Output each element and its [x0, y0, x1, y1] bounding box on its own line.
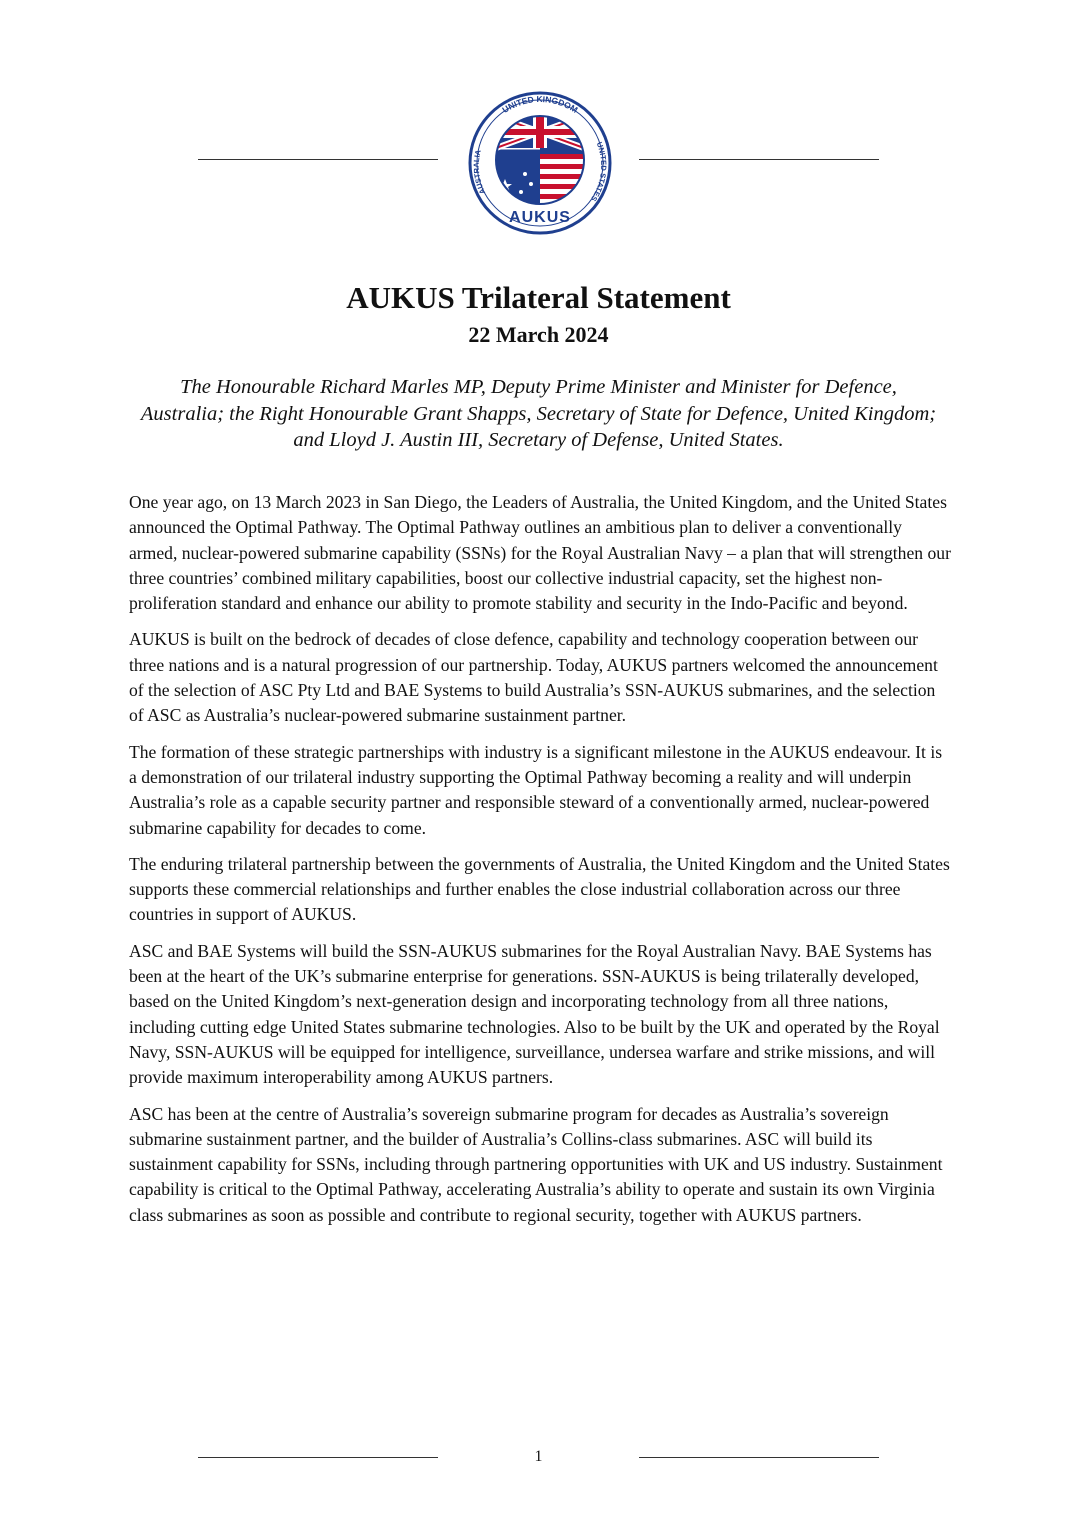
paragraph: The enduring trilateral partnership between the governments of Australia, the United Kingdom and the United States supports these commercial relationships and further enables the close industrial collaboration across our three countries in support of AUKUS.: [129, 853, 950, 925]
seal-ring-top-text: UNITED KINGDOM: [500, 94, 580, 115]
document-date: 22 March 2024: [468, 322, 609, 347]
header-rule-left: [198, 159, 438, 160]
aukus-seal-logo: [467, 88, 613, 238]
paragraph: The formation of these strategic partnerships with industry is a significant milestone in the AUKUS endeavour. It is a demonstration of our trilateral industry supporting the Optimal Pathway becoming a reality and will underpin Australia’s role as a capable security partner and responsible steward of a conventionally armed, nuclear-powered submarine capability for decades to come.: [129, 741, 943, 838]
document-title: AUKUS Trilateral Statement: [346, 280, 731, 315]
paragraph: AUKUS is built on the bedrock of decades of close defence, capability and technology cooperation between our three nations and is a natural progression of our partnership. Today, AUKUS partners welcomed the announcement of the selection of ASC Pty Ltd and BAE Systems to build Australia’s SSN-AUKUS submarines, and the selection of ASC as Australia’s nuclear-powered submarine sustainment partner.: [129, 629, 938, 726]
footer-rule-right: [639, 1457, 879, 1458]
paragraph: ASC has been at the centre of Australia’s sovereign submarine program for decades as Australia’s sovereign submarine sustainment partner, and the builder of Australia’s Collins-class submarines. ASC will build its sustainment capability for SSNs, including through partnering opportunities with UK and US industry. Sustainment capability is critical to the Optimal Pathway, accelerating Australia’s ability to operate and sustain its own Virginia class submarines as soon as possible and contribute to regional security, together with AUKUS partners.: [129, 1103, 943, 1225]
document-subtitle: The Honourable Richard Marles MP, Deputy Prime Minister and Minister for Defence, Australia; the Right Honourable Grant Shapps, Secretary of State for Defence, United Kingdom; and Lloyd J. Austin III, Secretary of Defense, United States.: [140, 376, 937, 451]
header-rule-right: [639, 159, 879, 160]
seal-ring-left-text: AUSTRALIA: [471, 148, 488, 196]
page-number: 1: [534, 1448, 543, 1465]
document-body: [129, 490, 953, 1239]
paragraph: One year ago, on 13 March 2023 in San Diego, the Leaders of Australia, the United Kingdom, and the United States announced the Optimal Pathway. The Optimal Pathway outlines an ambitious plan to deliver a conventionally armed, nuclear-powered submarine capability (SSNs) for the Royal Australian Navy – a plan that will strengthen our three countries’ combined military capabilities, boost our collective industrial capacity, set the highest non-proliferation standard and enhance our ability to promote stability and security in the Indo-Pacific and beyond.: [129, 492, 951, 614]
paragraph: ASC and BAE Systems will build the SSN-AUKUS submarines for the Royal Australian Navy. BAE Systems has been at the heart of the UK’s submarine enterprise for generations. SSN-AUKUS is being trilaterally developed, based on the United Kingdom’s next-generation design and incorporating technology from all three nations, including cutting edge United States submarine technologies. Also to be built by the UK and operated by the Royal Navy, SSN-AUKUS will be equipped for intelligence, surveillance, undersea warfare and strike missions, and will provide maximum interoperability among AUKUS partners.: [129, 940, 940, 1088]
seal-ring-right-text: UNITED STATES: [588, 140, 609, 204]
seal-ring-bottom-text: AUKUS: [509, 209, 571, 226]
